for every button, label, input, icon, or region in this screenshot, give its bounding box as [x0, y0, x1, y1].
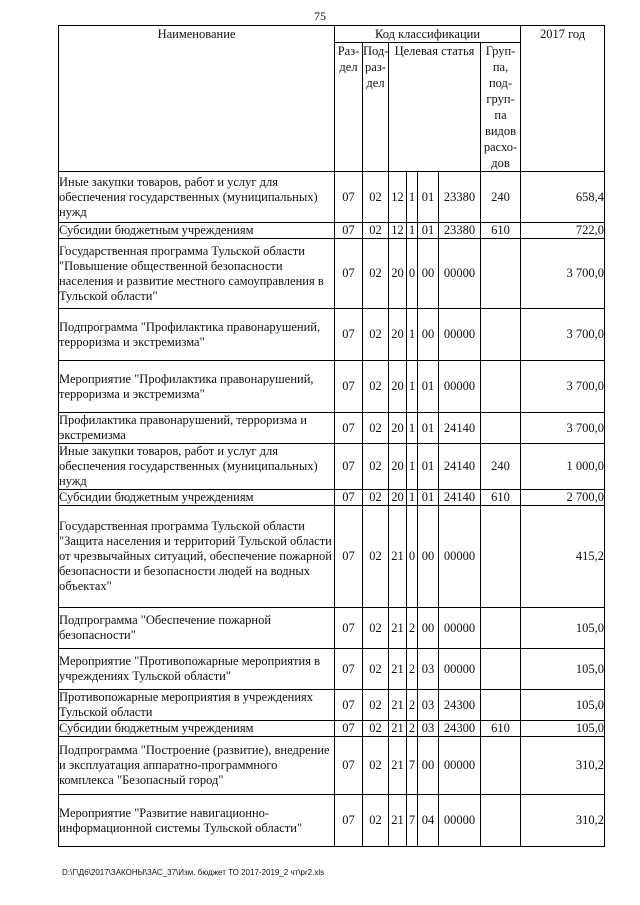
cell-c3: 01 — [418, 172, 439, 223]
cell-name: Мероприятие "Развитие навигационно-информационной системы Тульской области" — [59, 795, 335, 847]
cell-vr: 610 — [481, 721, 521, 737]
cell-pr: 02 — [363, 444, 389, 490]
table-row — [59, 239, 605, 309]
cell-sum: 310,2 — [521, 795, 605, 847]
cell-c3: 03 — [418, 721, 439, 737]
cell-r: 07 — [335, 737, 363, 795]
cell-c2: 1 — [407, 413, 418, 444]
cell-sum: 3 700,0 — [521, 361, 605, 413]
cell-name: Субсидии бюджетным учреждениям — [59, 490, 335, 506]
cell-name: Государственная программа Тульской области "Защита населения и территорий Тульской области от чрезвычайных ситуаций, обеспечение пожарной безопасности и безопасности людей на водных объектах" — [59, 506, 335, 608]
cell-pr: 02 — [363, 690, 389, 721]
cell-pr: 02 — [363, 490, 389, 506]
cell-vr — [481, 690, 521, 721]
cell-c3: 01 — [418, 444, 439, 490]
cell-c1: 21 — [389, 721, 407, 737]
cell-r: 07 — [335, 361, 363, 413]
cell-name: Подпрограмма "Профилактика правонарушений, терроризма и экстремизма" — [59, 309, 335, 361]
cell-c1: 21 — [389, 608, 407, 649]
cell-r: 07 — [335, 223, 363, 239]
table-row — [59, 490, 605, 506]
cell-pr: 02 — [363, 608, 389, 649]
cell-c4: 24300 — [439, 690, 481, 721]
cell-vr: 240 — [481, 172, 521, 223]
cell-c2: 2 — [407, 721, 418, 737]
col-header-year: 2017 год — [521, 26, 605, 172]
cell-pr: 02 — [363, 795, 389, 847]
cell-r: 07 — [335, 649, 363, 690]
cell-r: 07 — [335, 172, 363, 223]
cell-sum: 310,2 — [521, 737, 605, 795]
cell-c3: 03 — [418, 690, 439, 721]
cell-r: 07 — [335, 444, 363, 490]
cell-sum: 415,2 — [521, 506, 605, 608]
table-row — [59, 690, 605, 721]
cell-c3: 01 — [418, 413, 439, 444]
cell-c3: 00 — [418, 239, 439, 309]
cell-c3: 00 — [418, 309, 439, 361]
cell-name: Субсидии бюджетным учреждениям — [59, 721, 335, 737]
col-header-name: Наименование — [59, 26, 335, 172]
cell-r: 07 — [335, 690, 363, 721]
cell-vr: 610 — [481, 223, 521, 239]
table-row — [59, 223, 605, 239]
table-row — [59, 309, 605, 361]
cell-vr — [481, 608, 521, 649]
cell-vr: 240 — [481, 444, 521, 490]
cell-c3: 01 — [418, 223, 439, 239]
cell-c4: 00000 — [439, 309, 481, 361]
cell-sum: 658,4 — [521, 172, 605, 223]
cell-c2: 2 — [407, 608, 418, 649]
cell-name: Субсидии бюджетным учреждениям — [59, 223, 335, 239]
cell-pr: 02 — [363, 223, 389, 239]
table-row — [59, 361, 605, 413]
cell-name: Иные закупки товаров, работ и услуг для обеспечения государственных (муниципальных) нужд — [59, 444, 335, 490]
cell-c4: 00000 — [439, 649, 481, 690]
cell-c1: 21 — [389, 737, 407, 795]
cell-r: 07 — [335, 608, 363, 649]
cell-r: 07 — [335, 506, 363, 608]
col-header-group: Груп-па, под-груп-па видов расхо-дов — [481, 43, 521, 172]
cell-vr — [481, 361, 521, 413]
cell-name: Иные закупки товаров, работ и услуг для обеспечения государственных (муниципальных) нужд — [59, 172, 335, 223]
cell-c1: 21 — [389, 649, 407, 690]
cell-c1: 20 — [389, 413, 407, 444]
cell-c1: 21 — [389, 506, 407, 608]
col-header-subsection: Под-раз-дел — [363, 43, 389, 172]
cell-c1: 12 — [389, 172, 407, 223]
cell-pr: 02 — [363, 506, 389, 608]
cell-c2: 1 — [407, 444, 418, 490]
page-number: 75 — [314, 9, 326, 23]
cell-c2: 2 — [407, 690, 418, 721]
cell-c3: 00 — [418, 608, 439, 649]
cell-name: Мероприятие "Профилактика правонарушений, терроризма и экстремизма" — [59, 361, 335, 413]
cell-name: Государственная программа Тульской области "Повышение общественной безопасности населения и развитие местного самоуправления в Тульской области" — [59, 239, 335, 309]
cell-c1: 20 — [389, 309, 407, 361]
cell-c3: 03 — [418, 649, 439, 690]
cell-c4: 00000 — [439, 239, 481, 309]
cell-vr — [481, 309, 521, 361]
table-row — [59, 795, 605, 847]
table-row — [59, 506, 605, 608]
cell-sum: 3 700,0 — [521, 413, 605, 444]
cell-c4: 00000 — [439, 608, 481, 649]
cell-c4: 23380 — [439, 172, 481, 223]
cell-c1: 20 — [389, 490, 407, 506]
cell-c2: 1 — [407, 172, 418, 223]
cell-name: Профилактика правонарушений, терроризма и экстремизма — [59, 413, 335, 444]
cell-vr — [481, 737, 521, 795]
cell-c4: 24140 — [439, 444, 481, 490]
cell-c2: 1 — [407, 490, 418, 506]
cell-sum: 105,0 — [521, 721, 605, 737]
cell-pr: 02 — [363, 172, 389, 223]
cell-c2: 0 — [407, 239, 418, 309]
table-row — [59, 649, 605, 690]
cell-c4: 00000 — [439, 737, 481, 795]
cell-pr: 02 — [363, 721, 389, 737]
cell-sum: 105,0 — [521, 690, 605, 721]
table-row — [59, 608, 605, 649]
cell-vr — [481, 795, 521, 847]
cell-c1: 20 — [389, 361, 407, 413]
table-row — [59, 413, 605, 444]
cell-name: Мероприятие "Противопожарные мероприятия в учреждениях Тульской области" — [59, 649, 335, 690]
col-header-section: Раз-дел — [335, 43, 363, 172]
cell-c2: 7 — [407, 795, 418, 847]
cell-c2: 1 — [407, 361, 418, 413]
cell-c2: 2 — [407, 649, 418, 690]
cell-sum: 3 700,0 — [521, 239, 605, 309]
cell-c2: 0 — [407, 506, 418, 608]
cell-c4: 00000 — [439, 506, 481, 608]
cell-sum: 3 700,0 — [521, 309, 605, 361]
cell-r: 07 — [335, 795, 363, 847]
cell-c1: 21 — [389, 795, 407, 847]
cell-name: Подпрограмма "Построение (развитие), внедрение и эксплуатация аппаратно-программного комплекса "Безопасный город" — [59, 737, 335, 795]
cell-c4: 24140 — [439, 413, 481, 444]
cell-vr — [481, 413, 521, 444]
cell-sum: 105,0 — [521, 649, 605, 690]
table-row — [59, 721, 605, 737]
cell-c1: 20 — [389, 239, 407, 309]
table-row — [59, 444, 605, 490]
cell-c4: 24140 — [439, 490, 481, 506]
table-row — [59, 172, 605, 223]
cell-r: 07 — [335, 239, 363, 309]
cell-c3: 01 — [418, 361, 439, 413]
cell-c4: 23380 — [439, 223, 481, 239]
cell-pr: 02 — [363, 649, 389, 690]
file-path-footer: D:\Г\Д6\2017\ЗАКОНЫ\ЗАС_37\Изм. бюджет ТО 2017-2019_2 чт\pr2.xls — [62, 868, 325, 877]
cell-name: Подпрограмма "Обеспечение пожарной безопасности" — [59, 608, 335, 649]
col-header-target: Целевая статья — [389, 43, 481, 172]
cell-sum: 105,0 — [521, 608, 605, 649]
cell-c3: 00 — [418, 737, 439, 795]
cell-vr: 610 — [481, 490, 521, 506]
cell-pr: 02 — [363, 309, 389, 361]
cell-c2: 1 — [407, 223, 418, 239]
cell-pr: 02 — [363, 413, 389, 444]
cell-c2: 1 — [407, 309, 418, 361]
cell-c2: 7 — [407, 737, 418, 795]
cell-r: 07 — [335, 413, 363, 444]
cell-sum: 722,0 — [521, 223, 605, 239]
cell-c1: 21 — [389, 690, 407, 721]
cell-c1: 12 — [389, 223, 407, 239]
cell-sum: 1 000,0 — [521, 444, 605, 490]
cell-c3: 01 — [418, 490, 439, 506]
cell-vr — [481, 506, 521, 608]
cell-c3: 00 — [418, 506, 439, 608]
budget-table — [58, 25, 605, 847]
table-row — [59, 737, 605, 795]
cell-sum: 2 700,0 — [521, 490, 605, 506]
cell-vr — [481, 239, 521, 309]
cell-c4: 00000 — [439, 361, 481, 413]
cell-pr: 02 — [363, 361, 389, 413]
cell-pr: 02 — [363, 239, 389, 309]
col-header-code: Код классификации — [335, 26, 521, 43]
cell-r: 07 — [335, 490, 363, 506]
cell-c3: 04 — [418, 795, 439, 847]
cell-c4: 00000 — [439, 795, 481, 847]
cell-name: Противопожарные мероприятия в учреждениях Тульской области — [59, 690, 335, 721]
cell-r: 07 — [335, 721, 363, 737]
cell-c1: 20 — [389, 444, 407, 490]
cell-c4: 24300 — [439, 721, 481, 737]
cell-pr: 02 — [363, 737, 389, 795]
cell-vr — [481, 649, 521, 690]
cell-r: 07 — [335, 309, 363, 361]
